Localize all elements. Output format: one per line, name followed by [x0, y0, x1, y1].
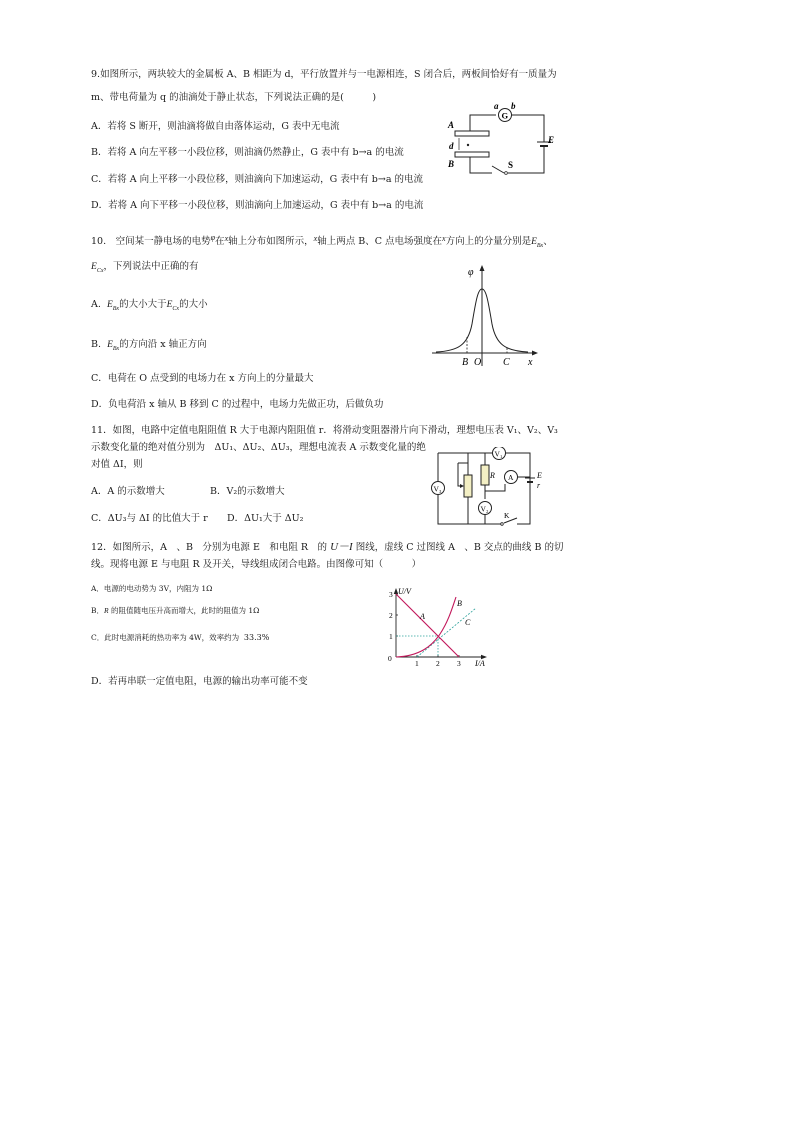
q9-option-a: A．若将 S 断开，则油滴将做自由落体运动，G 表中无电流	[91, 121, 340, 132]
q10-x-symbol: x	[224, 234, 229, 243]
q12-option-c-text: C．此时电源消耗的热功率为 4W，效率约为	[91, 633, 240, 642]
q10-stem-line1	[91, 232, 553, 252]
q10-option-a-text: 的大小大于	[119, 299, 167, 310]
q12-stem-part: 12．如图所示，A 、B 分别为电源 E 和电阻 R 的	[91, 542, 328, 553]
q10-option-d: D．负电荷沿 x 轴从 B 移到 C 的过程中，电场力先做正功，后做负功	[91, 399, 384, 410]
q10-option-c: C．电荷在 O 点受到的电场力在 x 方向上的分量最大	[91, 373, 314, 384]
q11-fig-r-label: R	[490, 471, 495, 480]
q10-stem-part: 10. 空间某一静电场的电势	[91, 236, 211, 247]
q9-fig-label-b: b	[511, 101, 516, 111]
q9-stem-line1: 9.如图所示，两块较大的金属板 A、B 相距为 d，平行放置并与一电源相连，S 闭合后，两板间恰好有一质量为	[91, 69, 557, 80]
q10-e-symbol: E	[166, 300, 173, 310]
q10-x-symbol: x	[313, 234, 318, 243]
q11-fig-v1-label: V₁	[494, 449, 503, 459]
q10-stem-part: 在	[215, 236, 225, 247]
q11-option-c: C．ΔU₃与 ΔI 的比值大于 r	[91, 513, 208, 524]
q12-fig-curve-a-label: A	[420, 612, 425, 621]
q10-stem-part: 、	[543, 236, 553, 247]
q9-option-c: C．若将 A 向上平移一小段位移，则油滴向下加速运动，G 表中有 b→a 的电流	[91, 174, 424, 185]
q10-potential-graph-figure	[430, 262, 542, 370]
q11-fig-v3-label: V₃	[433, 484, 442, 494]
q12-option-b-text: 的阻值随电压升高而增大，此时的阻值为 1Ω	[111, 606, 260, 615]
q9-fig-label-plate-b: B	[448, 159, 455, 169]
q11-circuit-figure	[430, 447, 548, 529]
q12-option-b	[91, 605, 259, 617]
q12-fig-y2: 2	[389, 611, 393, 620]
q11-stem-line3: 对值 ΔI，则	[91, 459, 143, 470]
q10-bx-subscript: Bx	[112, 345, 120, 352]
q10-option-a-text: 的大小	[179, 299, 208, 310]
q10-fig-phi-label: φ	[468, 267, 474, 278]
q9-fig-label-e: E	[548, 135, 555, 145]
q12-fig-curve-b-label: B	[457, 599, 462, 608]
q10-stem-part: ，下列说法中正确的有	[103, 261, 199, 272]
q9-fig-label-s: S	[508, 160, 514, 170]
q11-option-b: B．V₂的示数增大	[210, 486, 285, 497]
q9-option-d: D．若将 A 向下平移一小段位移，则油滴向上加速运动，G 表中有 b→a 的电流	[91, 200, 424, 211]
q10-cx-subscript: Cx	[96, 267, 104, 274]
q12-fig-curve-c-label: C	[465, 618, 471, 627]
q9-capacitor-circuit-figure	[444, 100, 564, 180]
q12-fig-x1: 1	[415, 659, 419, 668]
q9-fig-label-a: a	[494, 101, 499, 111]
q12-fig-x3: 3	[457, 659, 461, 668]
q12-fig-xlabel: I/A	[475, 659, 485, 668]
q11-fig-e-label: E	[537, 471, 542, 480]
q12-stem-line1	[91, 541, 563, 554]
q12-option-a: A．电源的电动势为 3V，内阻为 1Ω	[91, 584, 213, 593]
q12-option-c-value: 33.3%	[243, 633, 270, 642]
q12-fig-y0: 0	[388, 654, 392, 663]
q10-fig-x-label: x	[528, 357, 533, 368]
q10-e-symbol: E	[91, 262, 97, 272]
q10-e-symbol: E	[531, 237, 537, 247]
q11-fig-v2-label: V₂	[480, 504, 489, 514]
q10-x-symbol: x	[442, 234, 446, 243]
q10-fig-o-label: O	[474, 357, 482, 368]
q9-fig-label-plate-a: A	[448, 120, 455, 130]
q10-option-b-letter: B.	[91, 339, 102, 350]
q10-stem-part: 轴上分布如图所示，	[228, 236, 314, 247]
q10-phi-symbol: φ	[210, 233, 216, 242]
q10-option-a-letter: A.	[91, 299, 101, 310]
q9-option-b: B．若将 A 向左平移一小段位移，则油滴仍然静止，G 表中有 b→a 的电流	[91, 147, 404, 158]
q11-fig-a-label: A	[508, 473, 514, 482]
q10-fig-b-label: B	[462, 357, 469, 368]
q12-option-c	[91, 632, 269, 644]
q9-fig-label-d: d	[449, 141, 454, 151]
q10-option-b-text: 的方向沿 x 轴正方向	[119, 339, 207, 350]
q11-fig-k-label: K	[504, 511, 510, 520]
q11-fig-r-internal-label: r	[537, 481, 541, 490]
q10-e-symbol: E	[106, 300, 113, 310]
q12-r-symbol: R	[104, 606, 109, 615]
q9-fig-label-g: G	[501, 110, 509, 121]
q10-fig-c-label: C	[503, 357, 510, 368]
q9-stem-line2: m、带电荷量为 q 的油滴处于静止状态，下列说法正确的是( )	[91, 92, 377, 103]
q10-e-symbol: E	[107, 340, 113, 350]
q12-fig-ylabel: U/V	[398, 587, 411, 596]
q12-fig-x2: 2	[436, 659, 440, 668]
q10-bx-subscript: Bx	[536, 242, 544, 249]
q12-fig-y1: 1	[389, 632, 393, 641]
q10-stem-part: 方向上的分量分别是	[445, 236, 532, 247]
q12-option-b-letter: B．	[91, 606, 105, 615]
q10-bx-subscript: Bx	[112, 305, 120, 312]
q12-fig-y3: 3	[389, 590, 393, 599]
q10-stem-line2	[91, 261, 199, 277]
q11-option-a: A．A 的示数增大	[91, 486, 165, 497]
q10-option-b	[91, 339, 207, 355]
q11-option-d: D．ΔU₁大于 ΔU₂	[227, 513, 304, 524]
q12-ui-symbol: U－I	[330, 541, 353, 553]
q10-option-a	[91, 299, 208, 315]
q12-stem-line2: 线。现将电源 E 与电阻 R 及开关，导线组成闭合电路。由图像可知（ ）	[91, 559, 422, 570]
q10-stem-part: 轴上两点 B、C 点电场强度在	[317, 236, 442, 247]
q11-stem-line2: 示数变化量的绝对值分别为 ΔU₁、ΔU₂、ΔU₃，理想电流表 A 示数变化量的绝	[91, 442, 426, 453]
q12-option-d: D．若再串联一定值电阻，电源的输出功率可能不变	[91, 676, 308, 687]
q11-stem-line1: 11．如图，电路中定值电阻阻值 R 大于电源内阻阻值 r．将滑动变阻器滑片向下滑动，理想电压表 V₁、V₂、V₃	[91, 425, 558, 436]
q12-stem-part: 图线，虚线 C 过图线 A 、B 交点的曲线 B 的切	[355, 542, 564, 553]
q10-cx-subscript: Cx	[172, 305, 180, 312]
q12-ui-graph-figure	[380, 585, 490, 670]
